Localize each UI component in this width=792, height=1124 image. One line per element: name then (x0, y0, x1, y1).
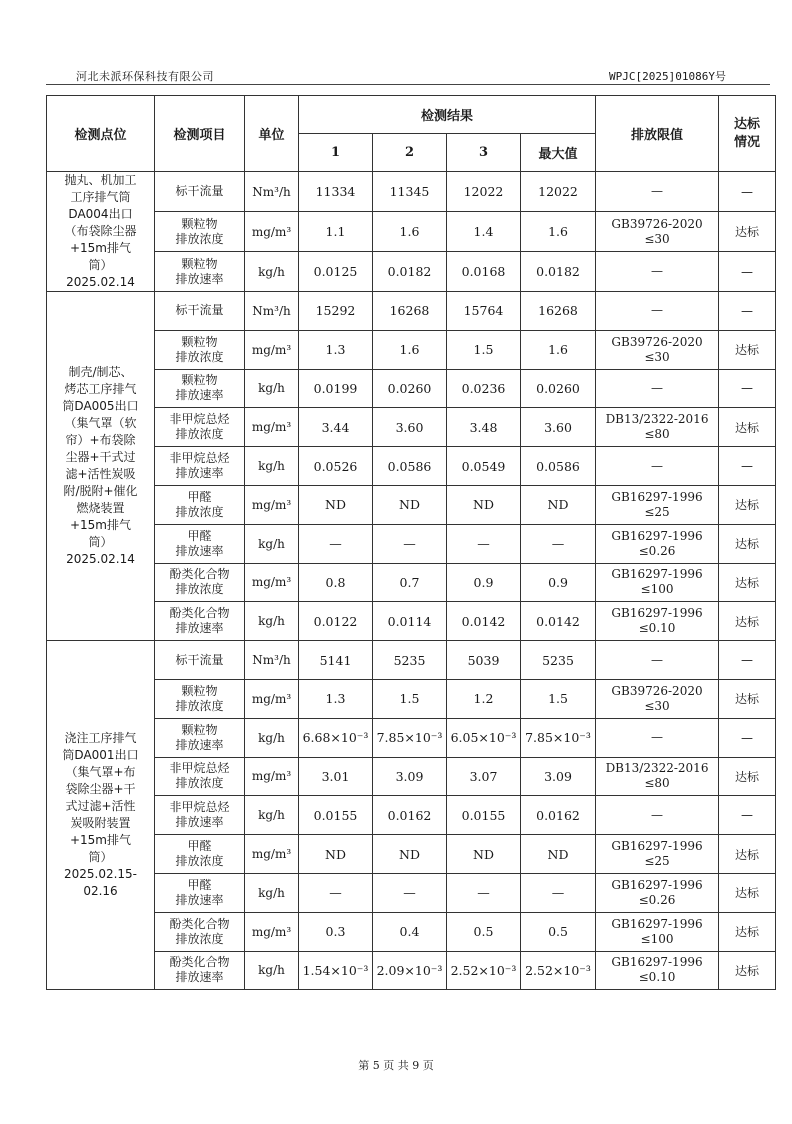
status-cell: — (719, 718, 776, 757)
unit-cell: mg/m³ (245, 835, 299, 874)
result-2-cell: 0.0260 (373, 369, 447, 408)
table-row (47, 873, 776, 912)
max-cell: 3.09 (521, 757, 596, 796)
item-cell: 标干流量 (155, 641, 245, 680)
header-status: 达标 情况 (719, 96, 776, 172)
table-row (47, 602, 776, 641)
max-cell: 0.0162 (521, 796, 596, 835)
max-cell: — (521, 524, 596, 563)
limit-cell: — (596, 252, 719, 292)
unit-cell: kg/h (245, 447, 299, 486)
item-cell: 颗粒物 排放速率 (155, 252, 245, 292)
result-1-cell: 0.0125 (299, 252, 373, 292)
result-3-cell: 0.0549 (447, 447, 521, 486)
limit-cell: — (596, 369, 719, 408)
limit-cell: GB16297-1996 ≤0.10 (596, 602, 719, 641)
status-cell: 达标 (719, 524, 776, 563)
unit-cell: mg/m³ (245, 757, 299, 796)
result-3-cell: 0.0168 (447, 252, 521, 292)
result-2-cell: 0.0162 (373, 796, 447, 835)
max-cell: 5235 (521, 641, 596, 680)
limit-cell: GB16297-1996 ≤0.10 (596, 951, 719, 990)
status-cell: 达标 (719, 330, 776, 369)
result-3-cell: — (447, 873, 521, 912)
item-cell: 酚类化合物 排放速率 (155, 951, 245, 990)
table-row (47, 679, 776, 718)
table-row (47, 796, 776, 835)
results-table (46, 95, 776, 990)
max-cell: 0.5 (521, 912, 596, 951)
limit-cell: — (596, 641, 719, 680)
result-2-cell: 1.6 (373, 330, 447, 369)
table-row (47, 524, 776, 563)
result-2-cell: 3.09 (373, 757, 447, 796)
limit-cell: GB16297-1996 ≤25 (596, 835, 719, 874)
item-cell: 颗粒物 排放浓度 (155, 330, 245, 369)
result-2-cell: 0.0114 (373, 602, 447, 641)
item-cell: 非甲烷总烃 排放浓度 (155, 757, 245, 796)
item-cell: 甲醛 排放速率 (155, 524, 245, 563)
item-cell: 甲醛 排放速率 (155, 873, 245, 912)
limit-cell: — (596, 796, 719, 835)
unit-cell: kg/h (245, 252, 299, 292)
status-cell: 达标 (719, 951, 776, 990)
result-3-cell: 12022 (447, 172, 521, 212)
result-2-cell: 11345 (373, 172, 447, 212)
max-cell: ND (521, 485, 596, 524)
result-2-cell: — (373, 873, 447, 912)
result-3-cell: — (447, 524, 521, 563)
status-cell: — (719, 641, 776, 680)
result-1-cell: 11334 (299, 172, 373, 212)
limit-cell: GB16297-1996 ≤0.26 (596, 524, 719, 563)
limit-cell: GB39726-2020 ≤30 (596, 679, 719, 718)
limit-cell: — (596, 718, 719, 757)
result-3-cell: 3.48 (447, 408, 521, 447)
status-cell: 达标 (719, 212, 776, 252)
limit-cell: — (596, 172, 719, 212)
unit-cell: mg/m³ (245, 330, 299, 369)
item-cell: 酚类化合物 排放浓度 (155, 563, 245, 602)
header-max: 最大值 (521, 134, 596, 172)
result-3-cell: ND (447, 835, 521, 874)
result-1-cell: — (299, 524, 373, 563)
unit-cell: Nm³/h (245, 292, 299, 331)
max-cell: ND (521, 835, 596, 874)
result-2-cell: 0.0586 (373, 447, 447, 486)
table-row (47, 563, 776, 602)
result-2-cell: 1.5 (373, 679, 447, 718)
result-1-cell: ND (299, 485, 373, 524)
unit-cell: kg/h (245, 369, 299, 408)
unit-cell: kg/h (245, 718, 299, 757)
header-item: 检测项目 (155, 96, 245, 172)
item-cell: 标干流量 (155, 292, 245, 331)
result-2-cell: 7.85×10⁻³ (373, 718, 447, 757)
item-cell: 非甲烷总烃 排放浓度 (155, 408, 245, 447)
table-row (47, 951, 776, 990)
max-cell: — (521, 873, 596, 912)
table-row (47, 718, 776, 757)
unit-cell: kg/h (245, 873, 299, 912)
max-cell: 0.0260 (521, 369, 596, 408)
unit-cell: mg/m³ (245, 912, 299, 951)
result-1-cell: 1.3 (299, 679, 373, 718)
max-cell: 3.60 (521, 408, 596, 447)
result-2-cell: 1.6 (373, 212, 447, 252)
result-1-cell: 5141 (299, 641, 373, 680)
header-result-1: 1 (299, 134, 373, 172)
result-3-cell: 0.9 (447, 563, 521, 602)
result-1-cell: 1.3 (299, 330, 373, 369)
item-cell: 颗粒物 排放浓度 (155, 679, 245, 718)
result-2-cell: — (373, 524, 447, 563)
max-cell: 12022 (521, 172, 596, 212)
limit-cell: — (596, 292, 719, 331)
result-3-cell: 0.0236 (447, 369, 521, 408)
item-cell: 标干流量 (155, 172, 245, 212)
header-location: 检测点位 (47, 96, 155, 172)
max-cell: 1.6 (521, 212, 596, 252)
result-1-cell: 3.44 (299, 408, 373, 447)
unit-cell: mg/m³ (245, 679, 299, 718)
result-1-cell: 0.0155 (299, 796, 373, 835)
item-cell: 非甲烷总烃 排放速率 (155, 447, 245, 486)
result-1-cell: 0.0526 (299, 447, 373, 486)
result-1-cell: 0.0199 (299, 369, 373, 408)
result-1-cell: 6.68×10⁻³ (299, 718, 373, 757)
location-cell: 制壳/制芯、 烤芯工序排气 筒DA005出口 （集气罩（软 帘）+布袋除 尘器+干式过 滤+活性炭吸 附/脱附+催化 燃烧装置 +15m排气 筒） 2025.02.14 (47, 292, 155, 641)
header-unit: 单位 (245, 96, 299, 172)
result-3-cell: 1.4 (447, 212, 521, 252)
result-2-cell: 0.0182 (373, 252, 447, 292)
table-row (47, 212, 776, 252)
result-1-cell: 1.1 (299, 212, 373, 252)
max-cell: 2.52×10⁻³ (521, 951, 596, 990)
limit-cell: GB16297-1996 ≤25 (596, 485, 719, 524)
status-cell: 达标 (719, 602, 776, 641)
status-cell: 达标 (719, 563, 776, 602)
item-cell: 颗粒物 排放速率 (155, 718, 245, 757)
status-cell: — (719, 292, 776, 331)
location-cell: 抛丸、机加工 工序排气筒 DA004出口 （布袋除尘器 +15m排气 筒） 2025.02.14 (47, 172, 155, 292)
unit-cell: mg/m³ (245, 563, 299, 602)
result-2-cell: 0.7 (373, 563, 447, 602)
result-2-cell: 3.60 (373, 408, 447, 447)
max-cell: 0.0586 (521, 447, 596, 486)
result-1-cell: 1.54×10⁻³ (299, 951, 373, 990)
limit-cell: GB16297-1996 ≤100 (596, 563, 719, 602)
item-cell: 颗粒物 排放速率 (155, 369, 245, 408)
item-cell: 酚类化合物 排放浓度 (155, 912, 245, 951)
limit-cell: GB39726-2020 ≤30 (596, 330, 719, 369)
header-result-3: 3 (447, 134, 521, 172)
table-row (47, 447, 776, 486)
result-1-cell: 0.3 (299, 912, 373, 951)
result-2-cell: 2.09×10⁻³ (373, 951, 447, 990)
max-cell: 1.6 (521, 330, 596, 369)
result-3-cell: 15764 (447, 292, 521, 331)
unit-cell: kg/h (245, 524, 299, 563)
result-3-cell: ND (447, 485, 521, 524)
max-cell: 0.9 (521, 563, 596, 602)
result-3-cell: 0.0142 (447, 602, 521, 641)
item-cell: 酚类化合物 排放速率 (155, 602, 245, 641)
result-2-cell: 5235 (373, 641, 447, 680)
result-1-cell: — (299, 873, 373, 912)
status-cell: — (719, 252, 776, 292)
table-row (47, 369, 776, 408)
report-number: WPJC[2025]01086Y号 (609, 70, 726, 83)
status-cell: 达标 (719, 835, 776, 874)
max-cell: 1.5 (521, 679, 596, 718)
status-cell: 达标 (719, 873, 776, 912)
result-1-cell: 0.0122 (299, 602, 373, 641)
unit-cell: Nm³/h (245, 641, 299, 680)
header-result-2: 2 (373, 134, 447, 172)
result-3-cell: 5039 (447, 641, 521, 680)
result-2-cell: 16268 (373, 292, 447, 331)
unit-cell: Nm³/h (245, 172, 299, 212)
status-cell: 达标 (719, 485, 776, 524)
status-cell: — (719, 369, 776, 408)
unit-cell: kg/h (245, 796, 299, 835)
max-cell: 7.85×10⁻³ (521, 718, 596, 757)
status-cell: 达标 (719, 912, 776, 951)
item-cell: 甲醛 排放浓度 (155, 835, 245, 874)
table-row (47, 408, 776, 447)
table-row (47, 485, 776, 524)
result-3-cell: 6.05×10⁻³ (447, 718, 521, 757)
result-1-cell: 0.8 (299, 563, 373, 602)
table-row (47, 912, 776, 951)
item-cell: 颗粒物 排放浓度 (155, 212, 245, 252)
max-cell: 0.0142 (521, 602, 596, 641)
unit-cell: kg/h (245, 951, 299, 990)
result-3-cell: 1.5 (447, 330, 521, 369)
limit-cell: GB16297-1996 ≤100 (596, 912, 719, 951)
limit-cell: GB16297-1996 ≤0.26 (596, 873, 719, 912)
header-limit: 排放限值 (596, 96, 719, 172)
unit-cell: mg/m³ (245, 408, 299, 447)
limit-cell: DB13/2322-2016 ≤80 (596, 757, 719, 796)
limit-cell: — (596, 447, 719, 486)
table-row (47, 641, 776, 680)
status-cell: — (719, 172, 776, 212)
item-cell: 甲醛 排放浓度 (155, 485, 245, 524)
result-3-cell: 1.2 (447, 679, 521, 718)
max-cell: 0.0182 (521, 252, 596, 292)
result-2-cell: ND (373, 835, 447, 874)
result-1-cell: 15292 (299, 292, 373, 331)
status-cell: — (719, 796, 776, 835)
company-name: 河北未派环保科技有限公司 (76, 70, 214, 83)
unit-cell: kg/h (245, 602, 299, 641)
table-row (47, 835, 776, 874)
result-2-cell: 0.4 (373, 912, 447, 951)
table-row (47, 252, 776, 292)
status-cell: 达标 (719, 679, 776, 718)
result-3-cell: 2.52×10⁻³ (447, 951, 521, 990)
result-3-cell: 0.5 (447, 912, 521, 951)
status-cell: 达标 (719, 408, 776, 447)
item-cell: 非甲烷总烃 排放速率 (155, 796, 245, 835)
max-cell: 16268 (521, 292, 596, 331)
header-divider (46, 84, 770, 85)
limit-cell: GB39726-2020 ≤30 (596, 212, 719, 252)
unit-cell: mg/m³ (245, 485, 299, 524)
result-1-cell: ND (299, 835, 373, 874)
status-cell: — (719, 447, 776, 486)
table-row (47, 172, 776, 212)
table-row (47, 292, 776, 331)
result-1-cell: 3.01 (299, 757, 373, 796)
result-3-cell: 3.07 (447, 757, 521, 796)
location-cell: 浇注工序排气 筒DA001出口 （集气罩+布 袋除尘器+干 式过滤+活性 炭吸附装置 +15m排气 筒） 2025.02.15- 02.16 (47, 641, 155, 990)
status-cell: 达标 (719, 757, 776, 796)
table-row (47, 757, 776, 796)
limit-cell: DB13/2322-2016 ≤80 (596, 408, 719, 447)
unit-cell: mg/m³ (245, 212, 299, 252)
result-3-cell: 0.0155 (447, 796, 521, 835)
page-number: 第 5 页 共 9 页 (358, 1059, 434, 1072)
result-2-cell: ND (373, 485, 447, 524)
table-row (47, 330, 776, 369)
header-results: 检测结果 (299, 96, 596, 134)
